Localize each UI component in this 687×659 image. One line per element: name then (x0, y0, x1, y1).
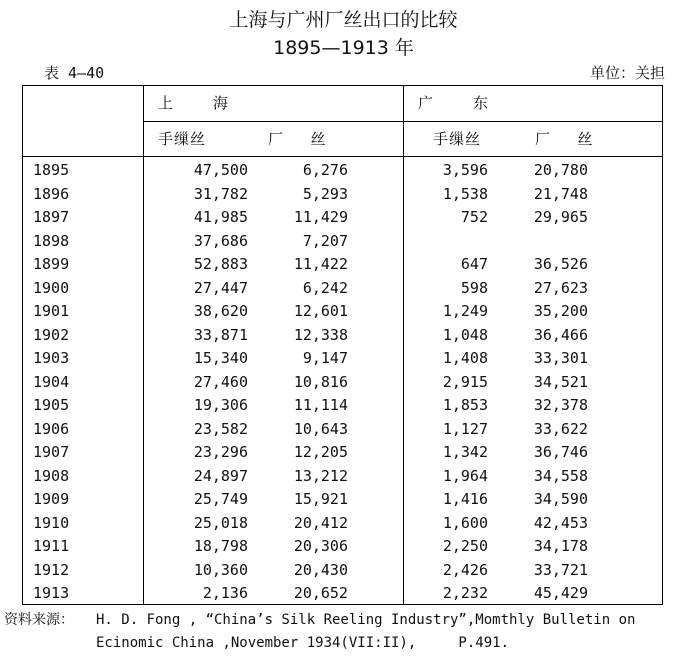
cell-sh-filature: 9,147 (302, 349, 348, 367)
region-header-guangdong: 广 东 (418, 94, 489, 112)
cell-sh-filature: 11,429 (293, 208, 348, 226)
cell-sh-hand-reeled: 33,871 (193, 326, 248, 344)
cell-sh-hand-reeled: 18,798 (193, 537, 248, 555)
cell-sh-filature: 10,643 (293, 420, 348, 438)
col-header-gd-hand-reeled: 手缫丝 (433, 130, 482, 148)
cell-sh-hand-reeled: 15,340 (193, 349, 248, 367)
cell-gd-hand-reeled: 1,048 (442, 326, 488, 344)
cell-gd-hand-reeled: 2,426 (442, 561, 488, 579)
table-number: 表 4—40 (44, 64, 105, 82)
cell-sh-filature: 12,338 (293, 326, 348, 344)
cell-sh-hand-reeled: 41,985 (193, 208, 248, 226)
cell-year: 1909 (33, 490, 70, 508)
col-header-sh-hand-reeled: 手缫丝 (158, 130, 207, 148)
cell-gd-filature: 29,965 (533, 208, 588, 226)
cell-sh-filature: 13,212 (293, 467, 348, 485)
cell-sh-hand-reeled: 25,018 (193, 514, 248, 532)
cell-year: 1904 (33, 373, 70, 391)
table-top-border (22, 85, 663, 86)
cell-gd-filature: 33,301 (533, 349, 588, 367)
cell-gd-hand-reeled: 752 (460, 208, 488, 226)
cell-gd-filature: 35,200 (533, 302, 588, 320)
cell-gd-hand-reeled: 1,408 (442, 349, 488, 367)
cell-gd-hand-reeled: 1,538 (442, 185, 488, 203)
cell-year: 1910 (33, 514, 70, 532)
cell-gd-filature: 34,590 (533, 490, 588, 508)
cell-sh-hand-reeled: 23,582 (193, 420, 248, 438)
region-header-shanghai: 上 海 (158, 94, 229, 112)
cell-gd-filature: 27,623 (533, 279, 588, 297)
table-left-border (22, 85, 23, 604)
cell-year: 1911 (33, 537, 70, 555)
cell-sh-filature: 12,205 (293, 443, 348, 461)
cell-gd-hand-reeled: 1,600 (442, 514, 488, 532)
cell-sh-hand-reeled: 52,883 (193, 255, 248, 273)
cell-gd-hand-reeled: 1,127 (442, 420, 488, 438)
cell-sh-filature: 20,430 (293, 561, 348, 579)
cell-gd-filature: 36,466 (533, 326, 588, 344)
cell-year: 1895 (33, 161, 70, 179)
cell-year: 1913 (33, 584, 70, 602)
cell-year: 1905 (33, 396, 70, 414)
cell-gd-filature: 34,521 (533, 373, 588, 391)
cell-sh-filature: 20,652 (293, 584, 348, 602)
cell-gd-filature: 36,526 (533, 255, 588, 273)
column-divider-year (143, 85, 144, 604)
cell-gd-hand-reeled: 2,250 (442, 537, 488, 555)
col-header-gd-filature: 厂 丝 (535, 130, 599, 148)
cell-sh-hand-reeled: 27,447 (193, 279, 248, 297)
cell-sh-filature: 6,276 (302, 161, 348, 179)
cell-sh-hand-reeled: 24,897 (193, 467, 248, 485)
cell-sh-filature: 11,114 (293, 396, 348, 414)
cell-sh-hand-reeled: 2,136 (202, 584, 248, 602)
col-header-sh-filature: 厂 丝 (268, 130, 332, 148)
cell-gd-filature: 21,748 (533, 185, 588, 203)
cell-year: 1900 (33, 279, 70, 297)
cell-sh-hand-reeled: 10,360 (193, 561, 248, 579)
cell-sh-filature: 11,422 (293, 255, 348, 273)
cell-sh-hand-reeled: 27,460 (193, 373, 248, 391)
cell-sh-hand-reeled: 23,296 (193, 443, 248, 461)
cell-gd-filature: 33,721 (533, 561, 588, 579)
cell-gd-hand-reeled: 2,232 (442, 584, 488, 602)
cell-gd-filature: 32,378 (533, 396, 588, 414)
cell-year: 1896 (33, 185, 70, 203)
cell-sh-filature: 12,601 (293, 302, 348, 320)
cell-sh-filature: 20,306 (293, 537, 348, 555)
cell-gd-filature: 33,622 (533, 420, 588, 438)
cell-sh-filature: 6,242 (302, 279, 348, 297)
cell-sh-hand-reeled: 37,686 (193, 232, 248, 250)
unit-label: 单位：关担 (589, 64, 665, 82)
cell-sh-filature: 10,816 (293, 373, 348, 391)
cell-year: 1902 (33, 326, 70, 344)
cell-year: 1899 (33, 255, 70, 273)
table-bottom-border (22, 604, 663, 605)
cell-sh-filature: 7,207 (302, 232, 348, 250)
cell-gd-filature: 45,429 (533, 584, 588, 602)
cell-gd-hand-reeled: 1,964 (442, 467, 488, 485)
cell-sh-hand-reeled: 38,620 (193, 302, 248, 320)
cell-gd-hand-reeled: 1,249 (442, 302, 488, 320)
cell-year: 1908 (33, 467, 70, 485)
cell-gd-filature: 36,746 (533, 443, 588, 461)
cell-gd-hand-reeled: 2,915 (442, 373, 488, 391)
cell-gd-hand-reeled: 1,342 (442, 443, 488, 461)
cell-year: 1898 (33, 232, 70, 250)
cell-year: 1912 (33, 561, 70, 579)
cell-gd-filature: 20,780 (533, 161, 588, 179)
table-right-border (662, 85, 663, 604)
cell-sh-hand-reeled: 25,749 (193, 490, 248, 508)
cell-sh-filature: 5,293 (302, 185, 348, 203)
cell-gd-hand-reeled: 598 (460, 279, 488, 297)
source-citation-line2: Ecinomic China ,November 1934(VII:II), P.491. (96, 635, 510, 651)
cell-sh-filature: 15,921 (293, 490, 348, 508)
cell-sh-filature: 20,412 (293, 514, 348, 532)
cell-sh-hand-reeled: 47,500 (193, 161, 248, 179)
source-label: 资料来源： (4, 612, 74, 628)
cell-year: 1897 (33, 208, 70, 226)
cell-sh-hand-reeled: 31,782 (193, 185, 248, 203)
page-title: 上海与广州厂丝出口的比较 (229, 9, 458, 31)
cell-gd-hand-reeled: 1,853 (442, 396, 488, 414)
source-citation-line1: H. D. Fong , “China’s Silk Reeling Industry”,Momthly Bulletin on (96, 612, 636, 628)
cell-gd-filature: 34,558 (533, 467, 588, 485)
header-bottom-border (22, 156, 663, 157)
cell-gd-filature: 42,453 (533, 514, 588, 532)
page-subtitle: 1895—1913 年 (273, 37, 414, 59)
cell-gd-hand-reeled: 1,416 (442, 490, 488, 508)
cell-year: 1903 (33, 349, 70, 367)
cell-gd-filature: 34,178 (533, 537, 588, 555)
cell-year: 1901 (33, 302, 70, 320)
cell-gd-hand-reeled: 3,596 (442, 161, 488, 179)
cell-year: 1906 (33, 420, 70, 438)
cell-sh-hand-reeled: 19,306 (193, 396, 248, 414)
cell-gd-hand-reeled: 647 (460, 255, 488, 273)
cell-year: 1907 (33, 443, 70, 461)
